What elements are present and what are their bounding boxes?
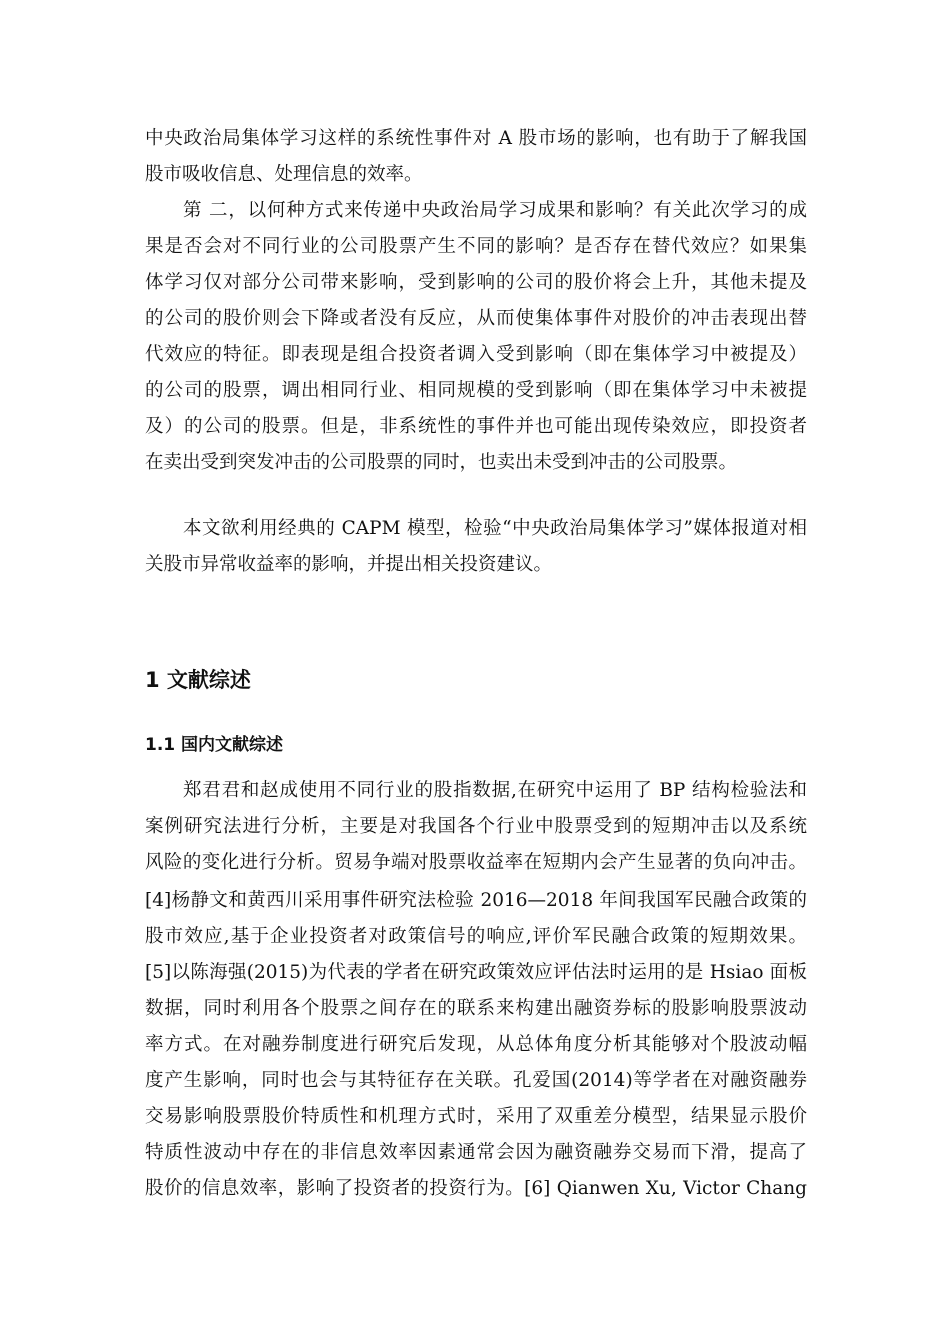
section-heading: 1 文献综述 xyxy=(145,668,251,692)
lit-line-6: [5]以陈海强(2015)为代表的学者在研究政策效应评估法时运用的是 Hsiao 面板 xyxy=(145,962,807,983)
lit-line-7: 数据，同时利用各个股票之间存在的联系来构建出融资券标的股影响股票波动 xyxy=(145,998,807,1019)
lit-line-4: [4]杨静文和黄西川采用事件研究法检验 2016—2018 年间我国军民融合政策的 xyxy=(145,890,807,911)
intro-p2-line-7: 及）的公司的股票。但是，非系统性的事件并也可能出现传染效应，即投资者 xyxy=(145,416,807,437)
intro-p2-line-3: 体学习仅对部分公司带来影响，受到影响的公司的股价将会上升，其他未提及 xyxy=(145,272,807,293)
intro-p2-line-6: 的公司的股票，调出相同行业、相同规模的受到影响（即在集体学习中未被提 xyxy=(145,380,807,401)
lit-line-8: 率方式。在对融券制度进行研究后发现，从总体角度分析其能够对个股波动幅 xyxy=(145,1034,807,1055)
lit-line-5: 股市效应,基于企业投资者对政策信号的响应,评价军民融合政策的短期效果。 xyxy=(145,926,807,947)
lit-line-2: 案例研究法进行分析，主要是对我国各个行业中股票受到的短期冲击以及系统 xyxy=(145,816,807,837)
intro-p2-line-2: 果是否会对不同行业的公司股票产生不同的影响？是否存在替代效应？如果集 xyxy=(145,236,807,257)
intro-p2-line-5: 代效应的特征。即表现是组合投资者调入受到影响（即在集体学习中被提及） xyxy=(145,344,807,365)
intro-p2-line-1: 第 二，以何种方式来传递中央政治局学习成果和影响？有关此次学习的成 xyxy=(183,200,807,221)
intro-p3-line-1: 本文欲利用经典的 CAPM 模型，检验“中央政治局集体学习”媒体报道对相 xyxy=(183,518,807,539)
intro-p2-line-8: 在卖出受到突发冲击的公司股票的同时，也卖出未受到冲击的公司股票。 xyxy=(145,452,738,473)
lit-line-9: 度产生影响，同时也会与其特征存在关联。孔爱国(2014)等学者在对融资融券 xyxy=(145,1070,807,1091)
intro-p1-line-2: 股市吸收信息、处理信息的效率。 xyxy=(145,164,423,185)
lit-line-3: 风险的变化进行分析。贸易争端对股票收益率在短期内会产生显著的负向冲击。 xyxy=(145,852,807,873)
lit-line-12: 股价的信息效率，影响了投资者的投资行为。[6] Qianwen Xu, Victor Chang xyxy=(145,1178,807,1199)
lit-line-11: 特质性波动中存在的非信息效率因素通常会因为融资融券交易而下滑，提高了 xyxy=(145,1142,807,1163)
intro-p1-line-1: 中央政治局集体学习这样的系统性事件对 A 股市场的影响，也有助于了解我国 xyxy=(145,128,807,149)
intro-p2-line-4: 的公司的股价则会下降或者没有反应，从而使集体事件对股价的冲击表现出替 xyxy=(145,308,807,329)
subsection-heading: 1.1 国内文献综述 xyxy=(145,735,284,755)
intro-p3-line-2: 关股市异常收益率的影响，并提出相关投资建议。 xyxy=(145,554,553,575)
lit-line-1: 郑君君和赵成使用不同行业的股指数据,在研究中运用了 BP 结构检验法和 xyxy=(183,780,807,801)
lit-line-10: 交易影响股票股价特质性和机理方式时，采用了双重差分模型，结果显示股价 xyxy=(145,1106,807,1127)
